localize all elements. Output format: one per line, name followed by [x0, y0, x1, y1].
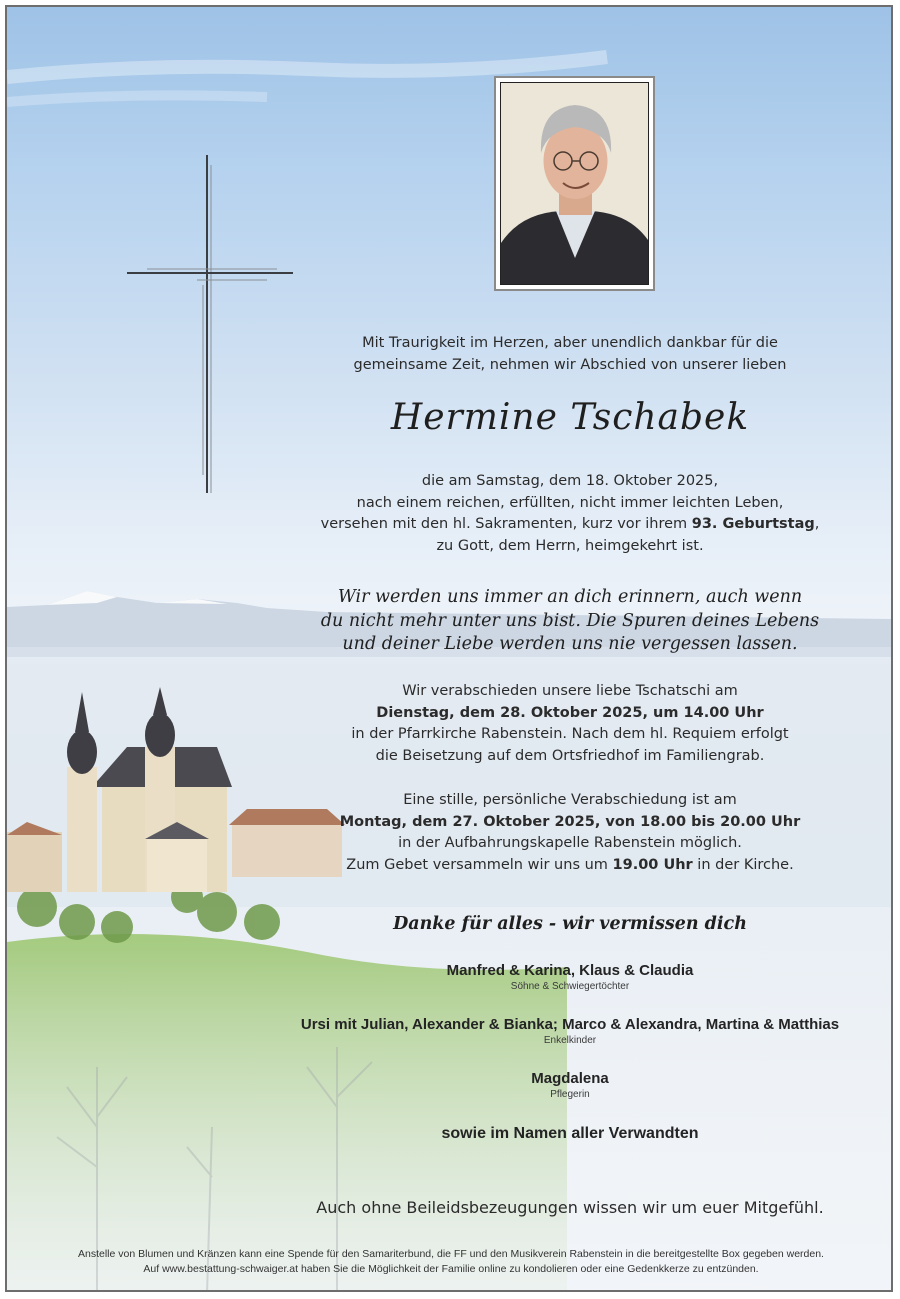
funeral-details: [250, 681, 890, 767]
closing-text: Auch ohne Beileidsbezeugungen wissen wir um euer Mitgefühl.: [316, 1198, 824, 1217]
farewell-line: in der Aufbahrungskapelle Rabenstein möglich.: [398, 835, 742, 851]
mourner-group: [250, 962, 890, 992]
farewell-line: [250, 855, 890, 877]
mourner-names: Manfred & Karina, Klaus & Claudia: [446, 962, 694, 979]
poem-line: Wir werden uns immer an dich erinnern, auch wenn: [337, 587, 803, 607]
prayer-time: 19.00 Uhr: [612, 856, 693, 873]
farewell-text: Zum Gebet versammeln wir uns um: [346, 856, 613, 873]
poem-line: du nicht mehr unter uns bist. Die Spuren deines Lebens: [320, 610, 820, 631]
memorial-poem: [250, 586, 890, 657]
cross-icon: [127, 155, 297, 495]
death-notice: [250, 471, 890, 557]
obituary-frame: [5, 5, 893, 1292]
mourner-role: Enkelkinder: [543, 1035, 597, 1046]
death-notice-line: [250, 514, 890, 536]
mourner-group: [250, 1070, 890, 1100]
footer-line: Auf www.bestattung-schwaiger.at haben Sie die Möglichkeit der Familie online zu kondolieren oder eine Gedenkkerze zu entzünden.: [143, 1262, 759, 1275]
farewell-details: [250, 790, 890, 876]
deceased-name: Hermine Tschabek: [390, 397, 750, 438]
death-notice-line: zu Gott, dem Herrn, heimgekehrt ist.: [436, 537, 704, 554]
poem-line: und deiner Liebe werden uns nie vergessen lassen.: [342, 634, 798, 654]
intro-line: Mit Traurigkeit im Herzen, aber unendlich dankbar für die: [362, 335, 778, 351]
mourner-group: [250, 1016, 890, 1046]
funeral-date: Dienstag, dem 28. Oktober 2025, um 14.00 Uhr: [376, 704, 764, 721]
farewell-date: Montag, dem 27. Oktober 2025, von 18.00 bis 20.00 Uhr: [339, 813, 801, 830]
mourner-role: Pflegerin: [550, 1089, 590, 1100]
mourner-role: Söhne & Schwiegertöchter: [510, 981, 630, 992]
funeral-line: Wir verabschieden unsere liebe Tschatschi am: [402, 683, 738, 699]
death-notice-line: die am Samstag, dem 18. Oktober 2025,: [421, 473, 719, 489]
farewell-line: Eine stille, persönliche Verabschiedung ist am: [403, 792, 737, 808]
portrait-image: [501, 83, 649, 285]
relatives-line: [250, 1125, 890, 1143]
death-notice-text: versehen mit den hl. Sakramenten, kurz vor ihrem: [320, 516, 692, 532]
death-notice-text: ,: [814, 516, 820, 532]
thanks-line: Danke für alles - wir vermissen dich: [393, 914, 747, 934]
intro-text: [250, 333, 890, 376]
closing-line: [250, 1197, 890, 1219]
mourner-names: Magdalena: [531, 1070, 609, 1087]
funeral-line: die Beisetzung auf dem Ortsfriedhof im Familiengrab.: [375, 747, 765, 764]
mourner-names: Ursi mit Julian, Alexander & Bianka; Marco & Alexandra, Martina & Matthias: [300, 1016, 840, 1033]
birthday-highlight: 93. Geburtstag: [691, 516, 815, 532]
intro-line: gemeinsame Zeit, nehmen wir Abschied von unserer lieben: [353, 356, 787, 373]
footer-notes: [17, 1247, 885, 1276]
farewell-text: in der Kirche.: [692, 856, 794, 873]
footer-line: Anstelle von Blumen und Kränzen kann eine Spende für den Samariterbund, die FF und den Musikverein Rabenstein in die bereitgestellte Box gegeben werden.: [78, 1248, 824, 1260]
death-notice-line: nach einem reichen, erfüllten, nicht immer leichten Leben,: [356, 494, 784, 511]
portrait-photo: [494, 76, 655, 291]
funeral-line: in der Pfarrkirche Rabenstein. Nach dem hl. Requiem erfolgt: [351, 726, 789, 742]
relatives-text: sowie im Namen aller Verwandten: [441, 1125, 699, 1142]
